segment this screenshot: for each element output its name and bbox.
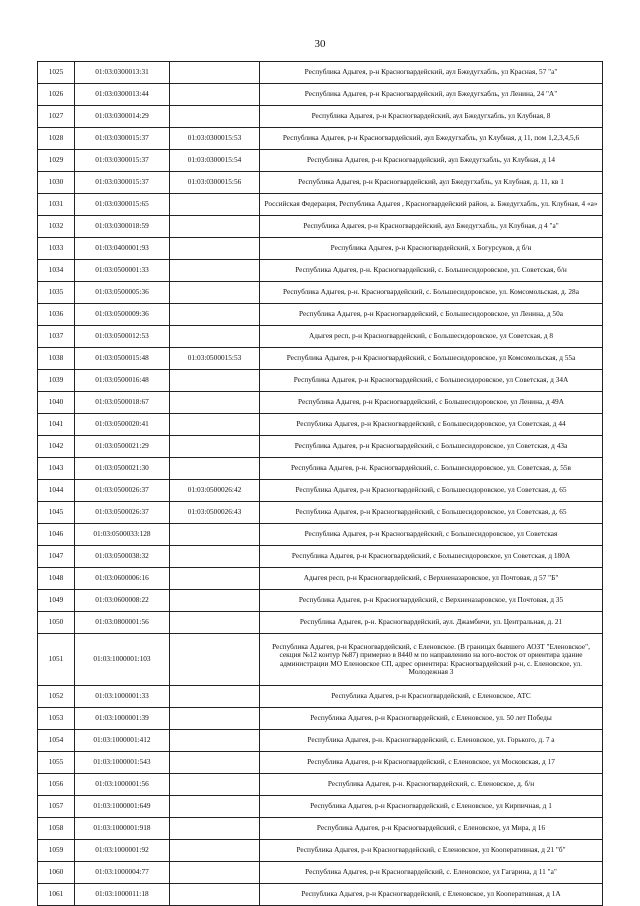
address-cell: Республика Адыгея, р-н Красногвардейский, с Еленовское, ул Кооперативная, д 1А: [260, 884, 603, 906]
table-row: [38, 414, 603, 436]
address-cell: Республика Адыгея, р-н. Красногвардейский, с. Большесидоровское, ул. Советская, д. 55в: [260, 458, 603, 480]
cadastral-number-cell: 01:03:0500012:53: [75, 326, 170, 348]
cadastral-number-cell: 01:03:0500021:30: [75, 458, 170, 480]
row-number-cell: 1056: [38, 774, 75, 796]
row-number-cell: 1060: [38, 862, 75, 884]
cadastral-number-cell: 01:03:1000001:56: [75, 774, 170, 796]
sub-cadastral-number-cell: [170, 62, 260, 84]
row-number-cell: 1057: [38, 796, 75, 818]
table-row: [38, 686, 603, 708]
row-number-cell: 1058: [38, 818, 75, 840]
address-cell: Республика Адыгея, р-н. Красногвардейский, с. Большесидоровское, ул. Комсомольская, д. 28а: [260, 282, 603, 304]
row-number-cell: 1028: [38, 128, 75, 150]
sub-cadastral-number-cell: [170, 392, 260, 414]
table-row: [38, 216, 603, 238]
address-cell: Республика Адыгея, р-н Красногвардейский, с Большесидоровское, ул Ленина, д 50а: [260, 304, 603, 326]
row-number-cell: 1026: [38, 84, 75, 106]
sub-cadastral-number-cell: 01:03:0300015:53: [170, 128, 260, 150]
sub-cadastral-number-cell: [170, 304, 260, 326]
row-number-cell: 1038: [38, 348, 75, 370]
sub-cadastral-number-cell: [170, 568, 260, 590]
row-number-cell: 1044: [38, 480, 75, 502]
row-number-cell: 1052: [38, 686, 75, 708]
sub-cadastral-number-cell: [170, 414, 260, 436]
row-number-cell: 1034: [38, 260, 75, 282]
address-cell: Республика Адыгея, р-н Красногвардейский, х Богурсуков, д б/н: [260, 238, 603, 260]
sub-cadastral-number-cell: 01:03:0500015:53: [170, 348, 260, 370]
cadastral-number-cell: 01:03:1000001:918: [75, 818, 170, 840]
table-row: [38, 436, 603, 458]
table-row: [38, 150, 603, 172]
cadastral-number-cell: 01:03:0400001:93: [75, 238, 170, 260]
sub-cadastral-number-cell: [170, 840, 260, 862]
sub-cadastral-number-cell: [170, 106, 260, 128]
address-cell: Республика Адыгея, р-н Красногвардейский, с Большесидоровское, ул Советская, д 43а: [260, 436, 603, 458]
sub-cadastral-number-cell: [170, 634, 260, 686]
cadastral-number-cell: 01:03:0500026:37: [75, 480, 170, 502]
address-cell: Республика Адыгея, р-н Красногвардейский, с Большесидоровское, ул Комсомольская, д 55а: [260, 348, 603, 370]
table-row: [38, 238, 603, 260]
row-number-cell: 1055: [38, 752, 75, 774]
row-number-cell: 1037: [38, 326, 75, 348]
cadastral-number-cell: 01:03:1000001:33: [75, 686, 170, 708]
address-cell: Республика Адыгея, р-н. Красногвардейский, с. Еленовское, ул. Горького, д. 7 а: [260, 730, 603, 752]
table-row: [38, 524, 603, 546]
address-cell: Республика Адыгея, р-н Красногвардейский, аул Бжедугхабль, ул Клубная, д 14: [260, 150, 603, 172]
page-number: 30: [314, 38, 326, 50]
table-row: [38, 590, 603, 612]
address-cell: Республика Адыгея, р-н Красногвардейский, с Большесидоровское, ул Советская, д. 65: [260, 480, 603, 502]
table-row: [38, 458, 603, 480]
table-row: [38, 392, 603, 414]
address-cell: Республика Адыгея, р-н Красногвардейский, аул Бжедугхабль, ул Клубная, 8: [260, 106, 603, 128]
table-row: [38, 260, 603, 282]
registry-table-body: [38, 62, 603, 906]
address-cell: Республика Адыгея, р-н Красногвардейский, с Еленовское, ул Кооперативная, д 21 "б": [260, 840, 603, 862]
table-row: [38, 730, 603, 752]
sub-cadastral-number-cell: [170, 752, 260, 774]
cadastral-number-cell: 01:03:1000001:39: [75, 708, 170, 730]
sub-cadastral-number-cell: 01:03:0500026:43: [170, 502, 260, 524]
address-cell: Республика Адыгея, р-н Красногвардейский, аул Бжедугхабль, ул Красная, 57 "а": [260, 62, 603, 84]
cadastral-number-cell: 01:03:0500020:41: [75, 414, 170, 436]
cadastral-number-cell: 01:03:1000001:543: [75, 752, 170, 774]
table-row: [38, 348, 603, 370]
cadastral-number-cell: 01:03:1000001:103: [75, 634, 170, 686]
cadastral-number-cell: 01:03:0500015:48: [75, 348, 170, 370]
cadastral-number-cell: 01:03:0300015:37: [75, 128, 170, 150]
sub-cadastral-number-cell: 01:03:0500026:42: [170, 480, 260, 502]
cadastral-number-cell: 01:03:0500033:128: [75, 524, 170, 546]
cadastral-number-cell: 01:03:0300018:59: [75, 216, 170, 238]
address-cell: Республика Адыгея, р-н Красногвардейский, с Еленовское, ул Московская, д 17: [260, 752, 603, 774]
address-cell: Республика Адыгея, р-н Красногвардейский, с Большесидоровское, ул Советская: [260, 524, 603, 546]
row-number-cell: 1047: [38, 546, 75, 568]
sub-cadastral-number-cell: [170, 436, 260, 458]
sub-cadastral-number-cell: [170, 796, 260, 818]
table-row: [38, 370, 603, 392]
address-cell: Республика Адыгея, р-н. Красногвардейский, с. Большесидоровское, ул. Советская, б/н: [260, 260, 603, 282]
row-number-cell: 1033: [38, 238, 75, 260]
row-number-cell: 1030: [38, 172, 75, 194]
sub-cadastral-number-cell: [170, 612, 260, 634]
table-row: [38, 326, 603, 348]
row-number-cell: 1041: [38, 414, 75, 436]
cadastral-number-cell: 01:03:0600008:22: [75, 590, 170, 612]
cadastral-number-cell: 01:03:0500026:37: [75, 502, 170, 524]
table-row: [38, 796, 603, 818]
address-cell: Республика Адыгея, р-н Красногвардейский, с Еленовское. (В границах бывшего АОЗТ "Еленовское", секция №12 контур №87) примерно в 8440 м по направлению на юго-восток от ориентира здание администрации МО Еленовское СП, адрес ориентира: Красногвардейский р-н, с. Еленовское, ул. Молодежная 3: [260, 634, 603, 686]
row-number-cell: 1046: [38, 524, 75, 546]
table-row: [38, 884, 603, 906]
table-row: [38, 840, 603, 862]
cadastral-number-cell: 01:03:0500038:32: [75, 546, 170, 568]
table-row: [38, 282, 603, 304]
row-number-cell: 1049: [38, 590, 75, 612]
sub-cadastral-number-cell: [170, 862, 260, 884]
table-row: [38, 128, 603, 150]
table-row: [38, 194, 603, 216]
sub-cadastral-number-cell: [170, 818, 260, 840]
address-cell: Республика Адыгея, р-н Красногвардейский, аул Бжедугхабль, ул Клубная, д 11, пом 1,2,3,4,5,6: [260, 128, 603, 150]
sub-cadastral-number-cell: [170, 238, 260, 260]
row-number-cell: 1027: [38, 106, 75, 128]
table-row: [38, 774, 603, 796]
sub-cadastral-number-cell: 01:03:0300015:54: [170, 150, 260, 172]
address-cell: Республика Адыгея, р-н Красногвардейский, с Большесидоровское, ул Ленина, д 49А: [260, 392, 603, 414]
address-cell: Адыгея респ, р-н Красногвардейский, с Верхненазаровское, ул Почтовая, д 57 "Б": [260, 568, 603, 590]
table-row: [38, 480, 603, 502]
cadastral-number-cell: 01:03:0500001:33: [75, 260, 170, 282]
cadastral-number-cell: 01:03:1000001:649: [75, 796, 170, 818]
address-cell: Адыгея респ, р-н Красногвардейский, с Большесидоровское, ул Советская, д 8: [260, 326, 603, 348]
cadastral-number-cell: 01:03:0500005:36: [75, 282, 170, 304]
sub-cadastral-number-cell: [170, 84, 260, 106]
table-row: [38, 546, 603, 568]
row-number-cell: 1043: [38, 458, 75, 480]
sub-cadastral-number-cell: [170, 524, 260, 546]
table-row: [38, 172, 603, 194]
address-cell: Республика Адыгея, р-н Красногвардейский, с Большесидоровское, ул Советская, д 180А: [260, 546, 603, 568]
sub-cadastral-number-cell: [170, 730, 260, 752]
cadastral-number-cell: 01:03:0300013:44: [75, 84, 170, 106]
address-cell: Республика Адыгея, р-н. Красногвардейский, с. Еленовское, д. б/н: [260, 774, 603, 796]
row-number-cell: 1040: [38, 392, 75, 414]
sub-cadastral-number-cell: [170, 282, 260, 304]
table-row: [38, 502, 603, 524]
cadastral-number-cell: 01:03:0500016:48: [75, 370, 170, 392]
cadastral-number-cell: 01:03:1000011:18: [75, 884, 170, 906]
address-cell: Республика Адыгея, р-н. Красногвардейский, аул. Джамбичи, ул. Центральная, д. 21: [260, 612, 603, 634]
cadastral-number-cell: 01:03:0800001:56: [75, 612, 170, 634]
table-row: [38, 818, 603, 840]
sub-cadastral-number-cell: [170, 546, 260, 568]
sub-cadastral-number-cell: [170, 884, 260, 906]
sub-cadastral-number-cell: [170, 260, 260, 282]
row-number-cell: 1061: [38, 884, 75, 906]
table-row: [38, 568, 603, 590]
cadastral-number-cell: 01:03:0500009:36: [75, 304, 170, 326]
row-number-cell: 1035: [38, 282, 75, 304]
cadastral-number-cell: 01:03:0300013:31: [75, 62, 170, 84]
cadastral-number-cell: 01:03:1000001:412: [75, 730, 170, 752]
row-number-cell: 1050: [38, 612, 75, 634]
sub-cadastral-number-cell: [170, 590, 260, 612]
row-number-cell: 1025: [38, 62, 75, 84]
table-row: [38, 862, 603, 884]
cadastral-number-cell: 01:03:0500018:67: [75, 392, 170, 414]
cadastral-number-cell: 01:03:0300014:29: [75, 106, 170, 128]
cadastral-number-cell: 01:03:1000001:92: [75, 840, 170, 862]
address-cell: Республика Адыгея, р-н Красногвардейский, аул Бжедугхабль, ул Клубная, д 4 "а": [260, 216, 603, 238]
table-row: [38, 708, 603, 730]
address-cell: Республика Адыгея, р-н Красногвардейский, с Большесидоровское, ул Советская, д. 65: [260, 502, 603, 524]
address-cell: Республика Адыгея, р-н Красногвардейский, с Еленовское, ул. 50 лет Победы: [260, 708, 603, 730]
sub-cadastral-number-cell: 01:03:0300015:56: [170, 172, 260, 194]
row-number-cell: 1054: [38, 730, 75, 752]
table-row: [38, 106, 603, 128]
row-number-cell: 1031: [38, 194, 75, 216]
address-cell: Российская Федерация, Республика Адыгея , Красногвардейский район, а. Бжедугхабль, ул. Клубная, 4 «а»: [260, 194, 603, 216]
cadastral-number-cell: 01:03:0500021:29: [75, 436, 170, 458]
table-row: [38, 62, 603, 84]
address-cell: Республика Адыгея, р-н Красногвардейский, с Большесидоровское, ул Советская, д 34А: [260, 370, 603, 392]
cadastral-number-cell: 01:03:0600006:16: [75, 568, 170, 590]
row-number-cell: 1045: [38, 502, 75, 524]
sub-cadastral-number-cell: [170, 326, 260, 348]
row-number-cell: 1048: [38, 568, 75, 590]
sub-cadastral-number-cell: [170, 774, 260, 796]
address-cell: Республика Адыгея, р-н Красногвардейский, с Большесидоровское, ул Советская, д 44: [260, 414, 603, 436]
row-number-cell: 1053: [38, 708, 75, 730]
sub-cadastral-number-cell: [170, 458, 260, 480]
table-row: [38, 752, 603, 774]
table-row: [38, 84, 603, 106]
row-number-cell: 1029: [38, 150, 75, 172]
row-number-cell: 1059: [38, 840, 75, 862]
row-number-cell: 1042: [38, 436, 75, 458]
table-row: [38, 304, 603, 326]
cadastral-number-cell: 01:03:1000004:77: [75, 862, 170, 884]
sub-cadastral-number-cell: [170, 194, 260, 216]
cadastral-number-cell: 01:03:0300015:65: [75, 194, 170, 216]
address-cell: Республика Адыгея, р-н Красногвардейский, с Еленовское, ул Кирпичная, д 1: [260, 796, 603, 818]
row-number-cell: 1036: [38, 304, 75, 326]
sub-cadastral-number-cell: [170, 708, 260, 730]
address-cell: Республика Адыгея, р-н Красногвардейский, аул Бжедугхабль, ул Клубная, д. 11, кв 1: [260, 172, 603, 194]
registry-table: [37, 61, 603, 906]
row-number-cell: 1051: [38, 634, 75, 686]
sub-cadastral-number-cell: [170, 686, 260, 708]
table-row: [38, 634, 603, 686]
table-row: [38, 612, 603, 634]
sub-cadastral-number-cell: [170, 216, 260, 238]
cadastral-number-cell: 01:03:0300015:37: [75, 150, 170, 172]
address-cell: Республика Адыгея, р-н Красногвардейский, с Еленовское, АТС: [260, 686, 603, 708]
address-cell: Республика Адыгея, р-н Красногвардейский, с. Еленовское, ул Гагарина, д 11 "а": [260, 862, 603, 884]
sub-cadastral-number-cell: [170, 370, 260, 392]
row-number-cell: 1032: [38, 216, 75, 238]
cadastral-number-cell: 01:03:0300015:37: [75, 172, 170, 194]
address-cell: Республика Адыгея, р-н Красногвардейский, с Верхненазаровское, ул Почтовая, д 35: [260, 590, 603, 612]
row-number-cell: 1039: [38, 370, 75, 392]
address-cell: Республика Адыгея, р-н Красногвардейский, с Еленовское, ул Мира, д 16: [260, 818, 603, 840]
address-cell: Республика Адыгея, р-н Красногвардейский, аул Бжедугхабль, ул Ленина, 24 "А": [260, 84, 603, 106]
